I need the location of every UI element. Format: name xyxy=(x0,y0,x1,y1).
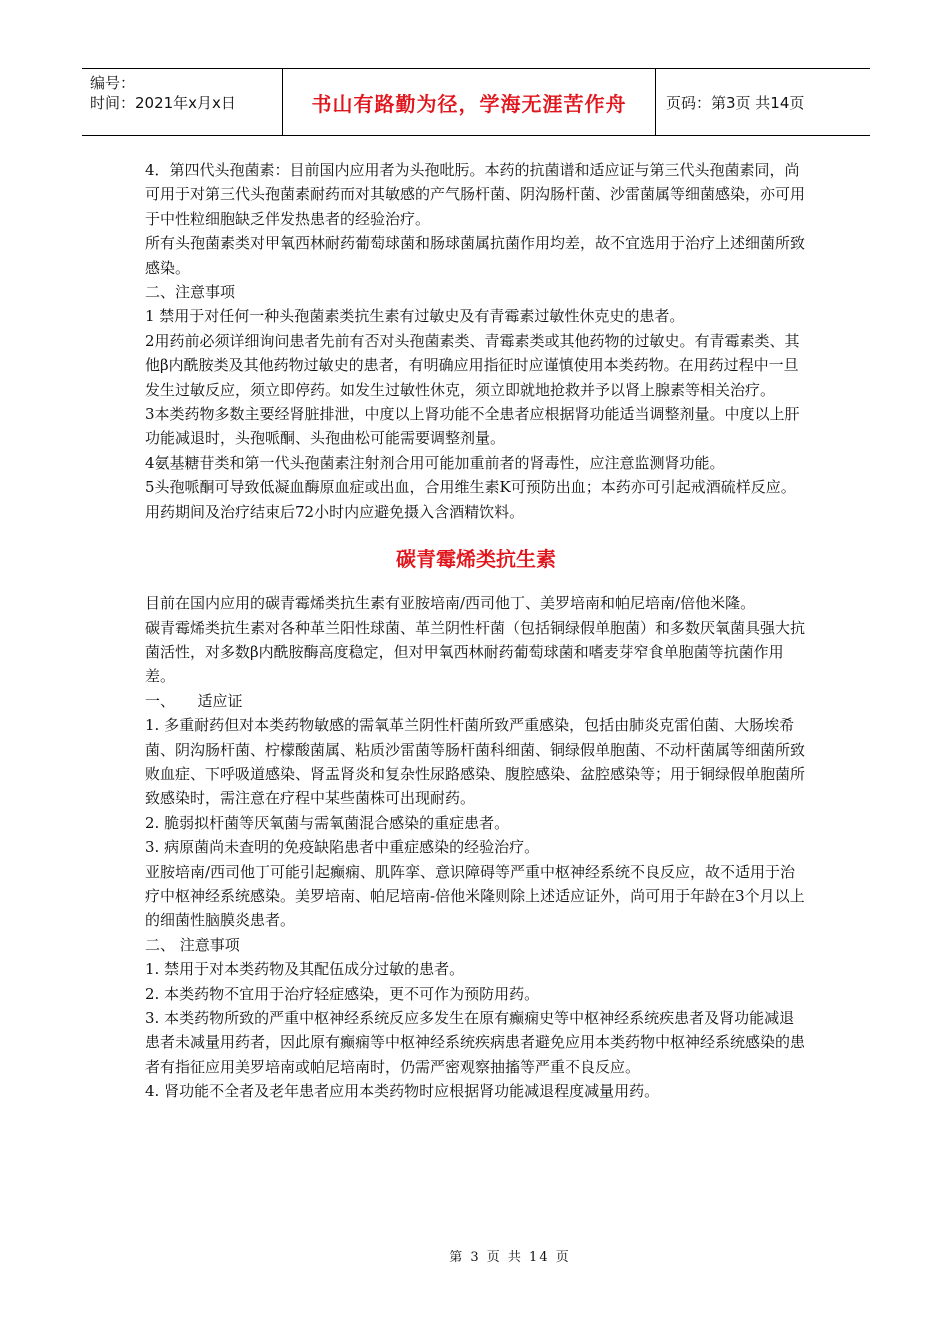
paragraph: 4氨基糖苷类和第一代头孢菌素注射剂合用可能加重前者的肾毒性，应注意监测肾功能。 xyxy=(145,453,725,472)
page-footer: 第 3 页 共 14 页 xyxy=(449,1250,571,1265)
paragraph: 2用药前必须详细询问患者先前有否对头孢菌素类、青霉素类或其他药物的过敏史。有青霉素类、其他β内酰胺类及其他药物过敏史的患者，有明确应用指征时应谨慎使用本类药物。在用药过程中一旦发生过敏反应，须立即停药。如发生过敏性休克，须立即就地抢救并予以肾上腺素等相关治疗。 xyxy=(145,331,800,399)
paragraph: 3. 病原菌尚未查明的免疫缺陷患者中重症感染的经验治疗。 xyxy=(145,838,540,857)
paragraph: 1 禁用于对任何一种头孢菌素类抗生素有过敏史及有青霉素过敏性休克史的患者。 xyxy=(145,307,685,326)
paragraph: 4．第四代头孢菌素：目前国内应用者为头孢吡肟。本药的抗菌谱和适应证与第三代头孢菌素同，尚可用于对第三代头孢菌素耐药而对其敏感的产气肠杆菌、阴沟肠杆菌、沙雷菌属等细菌感染，亦可用于中性粒细胞缺乏伴发热患者的经验治疗。 xyxy=(145,161,806,228)
serial-label: 编号： xyxy=(90,74,136,92)
paragraph: 2. 本类药物不宜用于治疗轻症感染，更不可作为预防用药。 xyxy=(145,984,540,1003)
paragraph: 4. 肾功能不全者及老年患者应用本类药物时应根据肾功能减退程度减量用药。 xyxy=(145,1082,660,1101)
paragraph: 3本类药物多数主要经肾脏排泄，中度以上肾功能不全患者应根据肾功能适当调整剂量。中度以上肝功能减退时，头孢哌酮、头孢曲松可能需要调整剂量。 xyxy=(145,405,800,448)
subheading: 二、注意事项 xyxy=(145,283,236,302)
subheading: 一、 适应证 xyxy=(145,691,243,710)
paragraph: 3. 本类药物所致的严重中枢神经系统反应多发生在原有癫痫史等中枢神经系统疾患者及肾功能减退患者未减量用药者，因此原有癫痫等中枢神经系统疾病患者避免应用本类药物中枢神经系统感染的患者有指征应用美罗培南或帕尼培南时，仍需严密观察抽搐等严重不良反应。 xyxy=(145,1009,806,1076)
paragraph: 1. 禁用于对本类药物及其配伍成分过敏的患者。 xyxy=(145,960,465,979)
subheading: 二、 注意事项 xyxy=(145,935,240,954)
page-header xyxy=(82,68,870,136)
paragraph: 目前在国内应用的碳青霉烯类抗生素有亚胺培南/西司他丁、美罗培南和帕尼培南/倍他米隆。 xyxy=(145,594,756,613)
paragraph: 亚胺培南/西司他丁可能引起癫痫、肌阵挛、意识障碍等严重中枢神经系统不良反应，故不适用于治疗中枢神经系统感染。美罗培南、帕尼培南-倍他米隆则除上述适应证外，尚可用于年龄在3个月以上的细菌性脑膜炎患者。 xyxy=(145,862,805,930)
paragraph: 1. 多重耐药但对本类药物敏感的需氧革兰阴性杆菌所致严重感染，包括由肺炎克雷伯菌、大肠埃希菌、阴沟肠杆菌、柠檬酸菌属、粘质沙雷菌等肠杆菌科细菌、铜绿假单胞菌、不动杆菌属等细菌所致败血症、下呼吸道感染、肾盂肾炎和复杂性尿路感染、腹腔感染、盆腔感染等；用于铜绿假单胞菌所致感染时，需注意在疗程中某些菌株可出现耐药。 xyxy=(145,716,806,808)
paragraph: 2. 脆弱拟杆菌等厌氧菌与需氧菌混合感染的重症患者。 xyxy=(145,813,510,832)
paragraph: 所有头孢菌素类对甲氧西林耐药葡萄球菌和肠球菌属抗菌作用均差，故不宜选用于治疗上述细菌所致感染。 xyxy=(145,234,806,277)
header-meta xyxy=(82,69,282,135)
header-page-info: 页码：第3页 共14页 xyxy=(666,93,805,112)
section-title: 碳青霉烯类抗生素 xyxy=(396,547,556,572)
date-line: 时间：2021年x月x日 xyxy=(90,94,236,112)
paragraph: 5头孢哌酮可导致低凝血酶原血症或出血，合用维生素K可预防出血；本药亦可引起戒酒硫样反应。用药期间及治疗结束后72小时内应避免摄入含酒精饮料。 xyxy=(145,478,796,521)
paragraph: 碳青霉烯类抗生素对各种革兰阳性球菌、革兰阴性杆菌（包括铜绿假单胞菌）和多数厌氧菌具强大抗菌活性，对多数β内酰胺酶高度稳定，但对甲氧西林耐药葡萄球菌和嗜麦芽窄食单胞菌等抗菌作用差。 xyxy=(145,618,806,686)
header-motto: 书山有路勤为径，学海无涯苦作舟 xyxy=(282,69,656,135)
document-body xyxy=(145,158,807,1104)
